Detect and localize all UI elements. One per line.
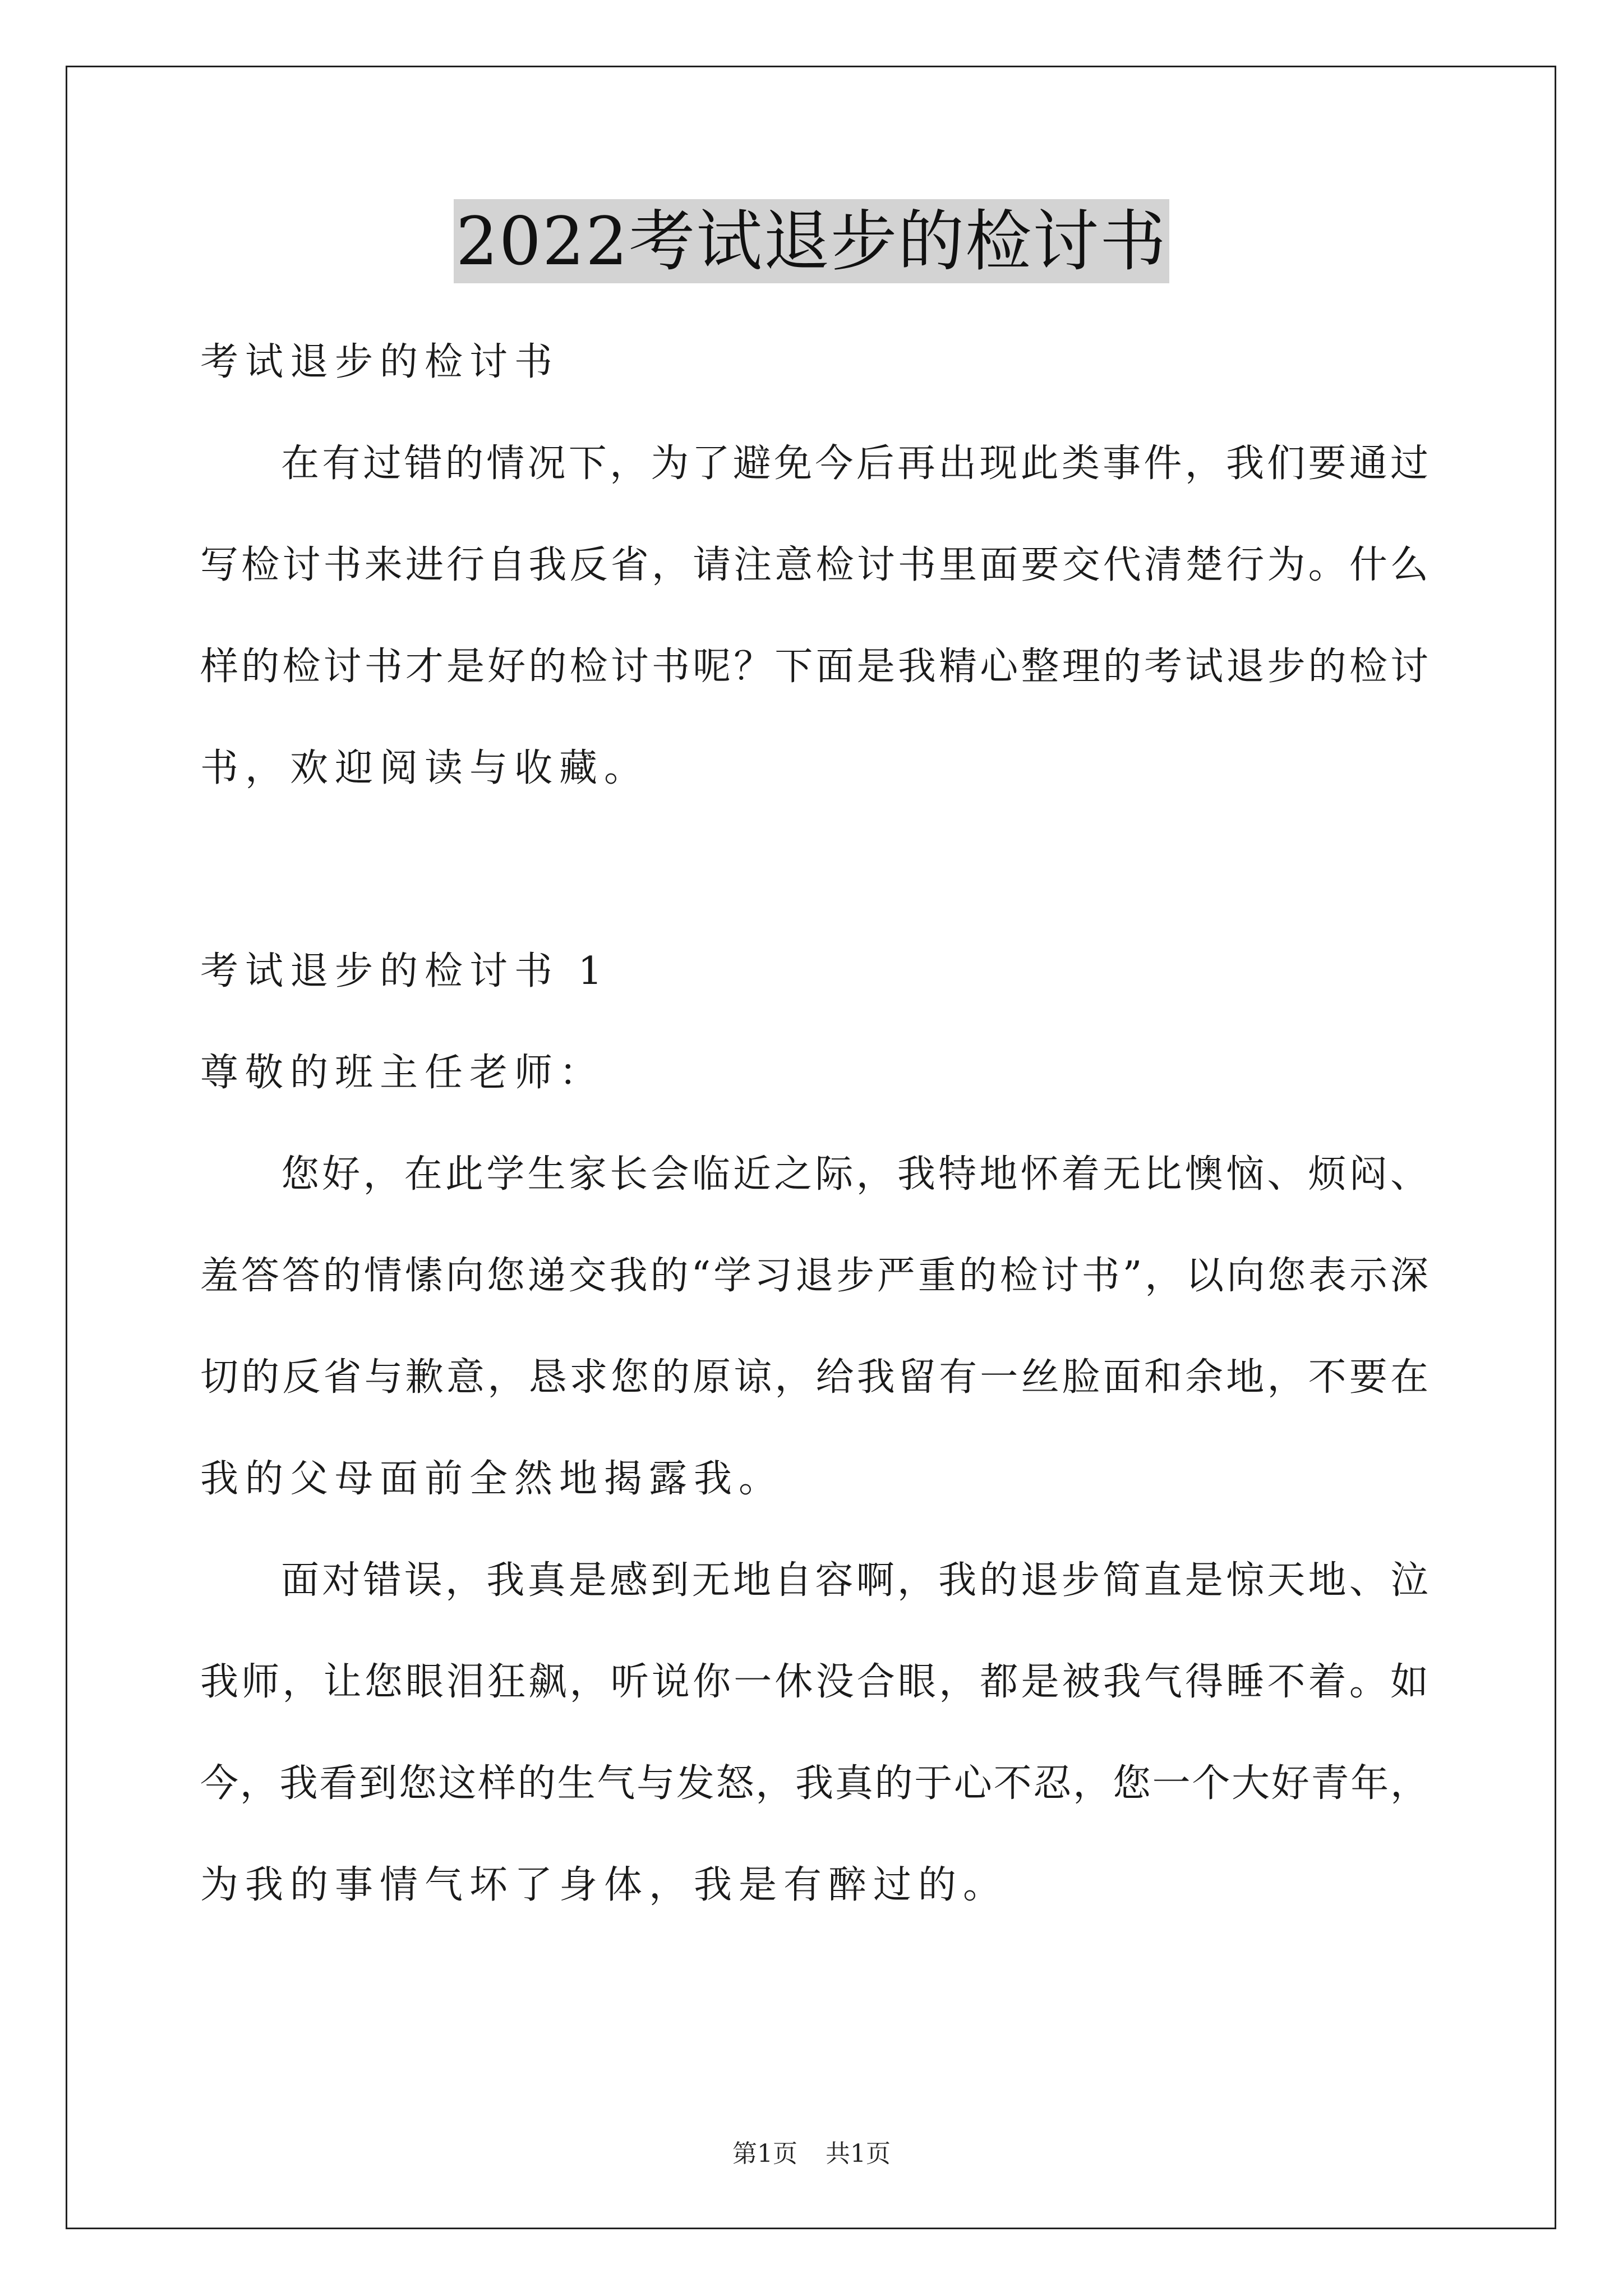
intro-line: 在有过错的情况下，为了避免今后再出现此类事件，我们要通过 <box>281 441 1428 486</box>
section-heading: 考试退步的检讨书 1 <box>200 949 609 993</box>
paragraph-line: 我的父母面前全然地揭露我。 <box>200 1457 784 1501</box>
paragraph-1 <box>200 1124 1428 1530</box>
paragraph-line: 我师，让您眼泪狂飙，听说你一休没合眼，都是被我气得睡不着。如 <box>200 1660 1428 1704</box>
paragraph-line: 面对错误，我真是感到无地自容啊，我的退步简直是惊天地、泣 <box>281 1558 1428 1603</box>
intro-line: 写检讨书来进行自我反省，请注意检讨书里面要交代清楚行为。什么 <box>200 543 1428 587</box>
salutation: 尊敬的班主任老师： <box>200 1051 605 1095</box>
paragraph-line: 您好，在此学生家长会临近之际，我特地怀着无比懊恼、烦闷、 <box>281 1152 1428 1197</box>
document-title: 2022考试退步的检讨书 <box>454 199 1169 283</box>
paragraph-line: 羞答答的情愫向您递交我的“学习退步严重的检讨书”，以向您表示深 <box>200 1254 1428 1298</box>
intro-paragraph <box>200 413 1428 819</box>
paragraph-line: 切的反省与歉意，恳求您的原谅，给我留有一丝脸面和余地，不要在 <box>200 1355 1428 1400</box>
page-footer <box>0 2137 1623 2171</box>
blank-line <box>200 819 1428 921</box>
paragraph-line: 为我的事情气坏了身体，我是有醉过的。 <box>200 1863 1008 1907</box>
document-body <box>200 311 1428 1936</box>
paragraph-2 <box>200 1530 1428 1936</box>
intro-line: 书，欢迎阅读与收藏。 <box>200 746 649 790</box>
subtitle: 考试退步的检讨书 <box>200 340 560 384</box>
page-number: 第1页 <box>732 2139 797 2168</box>
title-container <box>0 199 1623 283</box>
intro-line: 样的检讨书才是好的检讨书呢？下面是我精心整理的考试退步的检讨 <box>200 645 1428 689</box>
paragraph-line: 今，我看到您这样的生气与发怒，我真的于心不忍，您一个大好青年， <box>200 1761 1428 1806</box>
page-total: 共1页 <box>826 2139 891 2168</box>
